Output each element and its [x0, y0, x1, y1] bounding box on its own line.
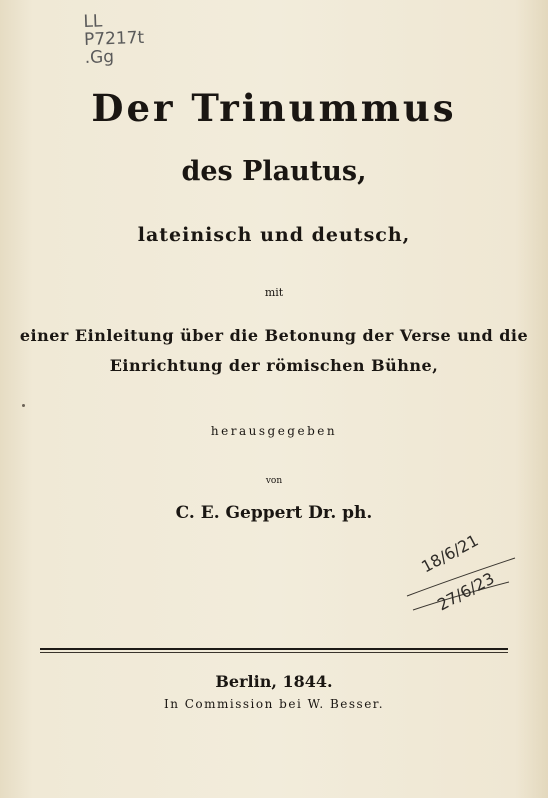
publisher: In Commission bei W. Besser.	[163, 697, 385, 711]
mit-text: mit	[264, 286, 284, 299]
double-rule-top	[40, 648, 508, 650]
handwritten-date-2: 27/6/23	[434, 568, 498, 615]
editor-name: C. E. Geppert Dr. ph.	[175, 503, 373, 523]
subtitle-languages: lateinisch und deutsch,	[137, 224, 411, 246]
place-and-year: Berlin, 1844.	[215, 672, 333, 691]
description-line-1: einer Einleitung über die Betonung der Verse und die	[19, 326, 529, 345]
shelfmark-line: LL	[83, 11, 103, 33]
handwritten-date-1: 18/6/21	[418, 530, 482, 577]
double-rule-bottom	[40, 652, 508, 653]
shelfmark-line: P7217t	[83, 27, 145, 51]
description-line-2: Einrichtung der römischen Bühne,	[109, 356, 439, 375]
edited-by-text: herausgegeben	[210, 424, 338, 438]
subtitle-author: des Plautus,	[181, 156, 367, 187]
shelfmark-line: .Gg	[84, 47, 115, 69]
shelfmark	[83, 11, 145, 67]
von-text: von	[265, 476, 283, 486]
ink-speck	[22, 404, 25, 407]
book-title: Der Trinummus	[91, 86, 457, 130]
